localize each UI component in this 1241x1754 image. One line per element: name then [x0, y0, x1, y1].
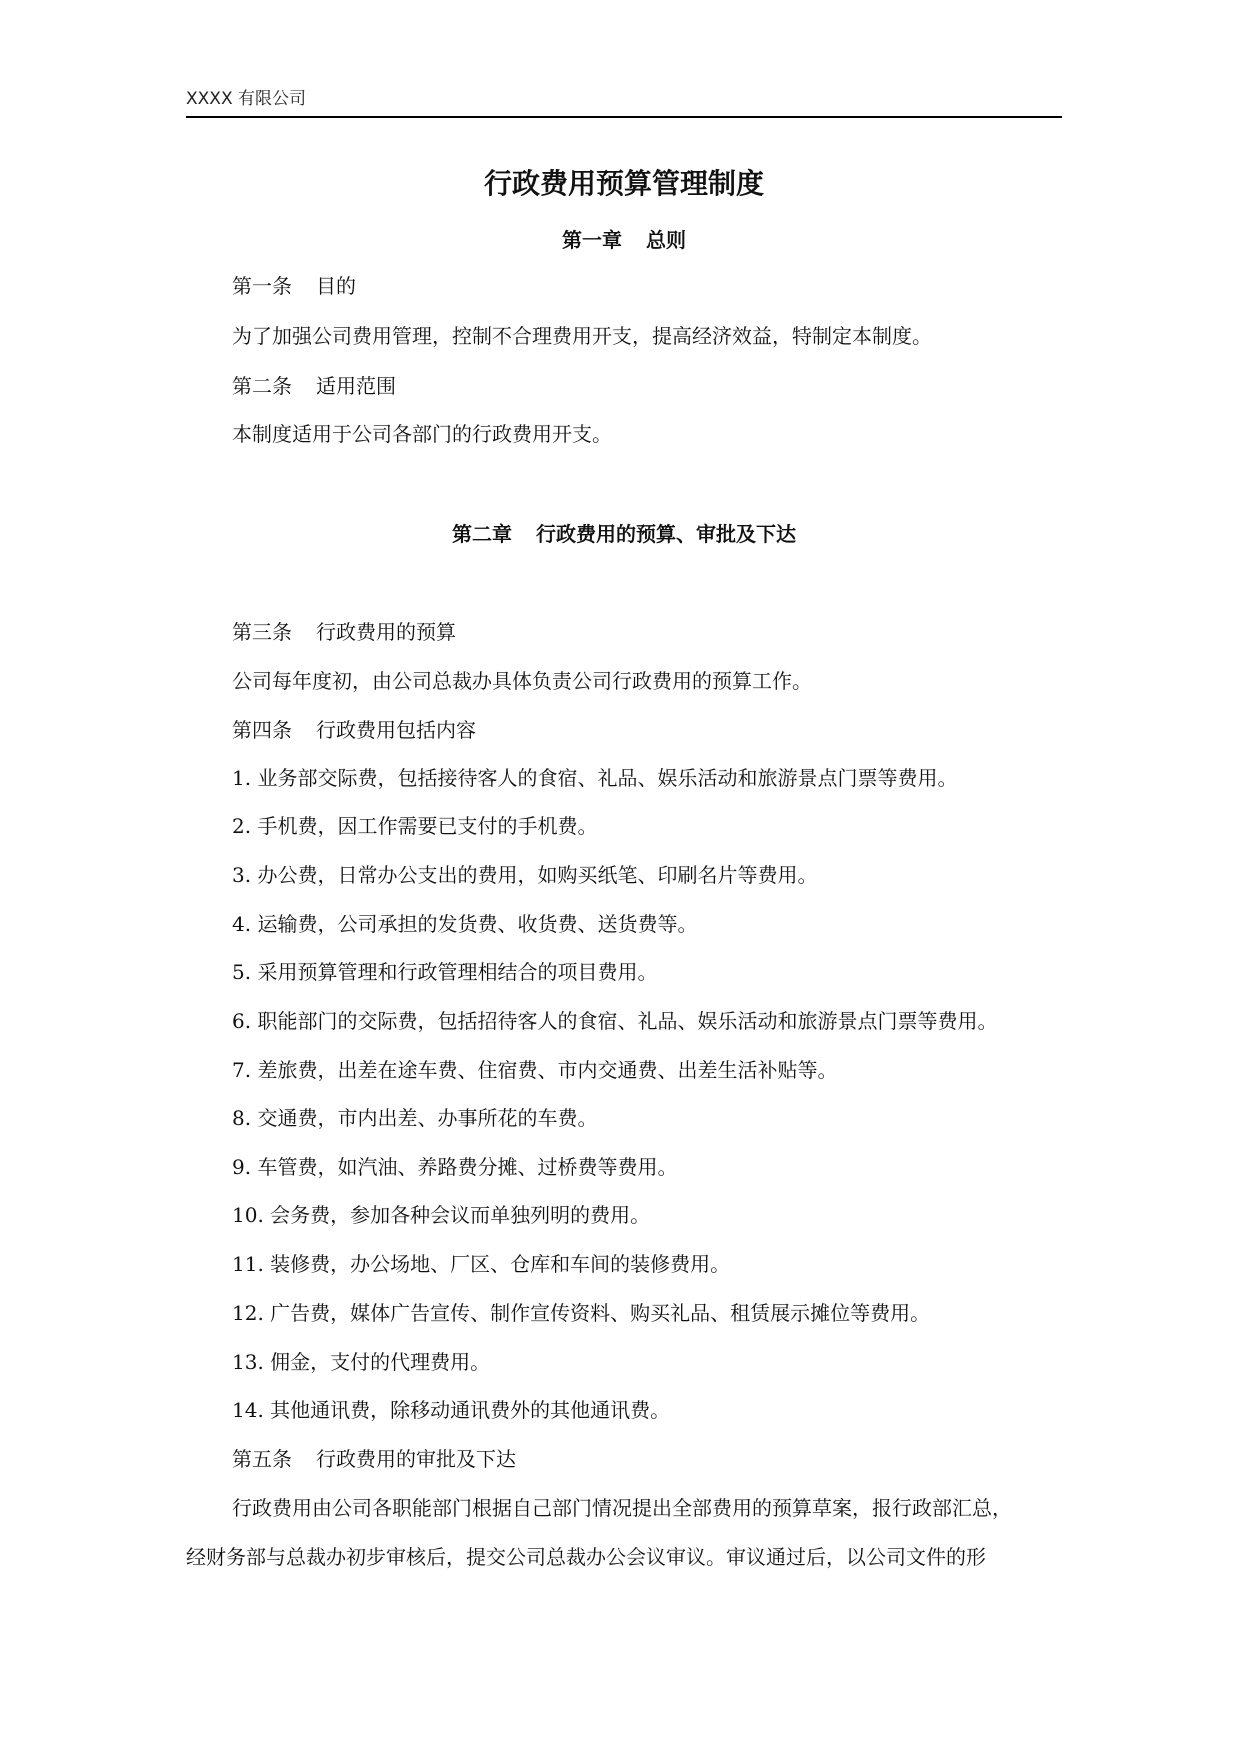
article-1-body: 为了加强公司费用管理，控制不合理费用开支，提高经济效益，特制定本制度。	[232, 324, 932, 348]
list-item-10: 10. 会务费，参加各种会议而单独列明的费用。	[232, 1203, 651, 1227]
list-item-8: 8. 交通费，市内出差、办事所花的车费。	[232, 1106, 598, 1130]
article-2-number: 第二条	[232, 374, 292, 398]
article-2-body: 本制度适用于公司各部门的行政费用开支。	[232, 422, 612, 446]
list-item-7: 7. 差旅费，出差在途车费、住宿费、市内交通费、出差生活补贴等。	[232, 1058, 838, 1082]
chapter-2-name: 行政费用的预算、审批及下达	[536, 522, 796, 546]
article-3-heading	[232, 618, 456, 646]
chapter-2-number: 第二章	[452, 522, 512, 546]
chapter-1-name: 总则	[646, 228, 686, 252]
article-2-heading	[232, 372, 396, 400]
list-item-2: 2. 手机费，因工作需要已支付的手机费。	[232, 814, 598, 838]
article-4-name: 行政费用包括内容	[316, 718, 476, 742]
article-1-number: 第一条	[232, 274, 292, 298]
chapter-1-heading	[186, 226, 1062, 254]
page-header	[186, 88, 1062, 118]
company-name: XXXX 有限公司	[186, 89, 306, 109]
article-4-number: 第四条	[232, 718, 292, 742]
list-item-1: 1. 业务部交际费，包括接待客人的食宿、礼品、娱乐活动和旅游景点门票等费用。	[232, 766, 958, 790]
chapter-2-heading	[186, 520, 1062, 548]
list-item-13: 13. 佣金，支付的代理费用。	[232, 1350, 491, 1374]
article-5-heading	[232, 1445, 516, 1473]
list-item-3: 3. 办公费，日常办公支出的费用，如购买纸笔、印刷名片等费用。	[232, 863, 818, 887]
article-4-heading	[232, 716, 476, 744]
article-3-name: 行政费用的预算	[316, 620, 456, 644]
list-item-9: 9. 车管费，如汽油、养路费分摊、过桥费等费用。	[232, 1155, 678, 1179]
list-item-6: 6. 职能部门的交际费，包括招待客人的食宿、礼品、娱乐活动和旅游景点门票等费用。	[232, 1009, 998, 1033]
article-2-name: 适用范围	[316, 374, 396, 398]
article-1-heading	[232, 272, 356, 300]
list-item-4: 4. 运输费，公司承担的发货费、收货费、送货费等。	[232, 912, 698, 936]
list-item-12: 12. 广告费，媒体广告宣传、制作宣传资料、购买礼品、租赁展示摊位等费用。	[232, 1301, 931, 1325]
article-5-name: 行政费用的审批及下达	[316, 1447, 516, 1471]
list-item-5: 5. 采用预算管理和行政管理相结合的项目费用。	[232, 960, 658, 984]
document-title: 行政费用预算管理制度	[483, 167, 764, 200]
article-5-number: 第五条	[232, 1447, 292, 1471]
article-1-name: 目的	[316, 274, 356, 298]
article-3-number: 第三条	[232, 620, 292, 644]
list-item-14: 14. 其他通讯费，除移动通讯费外的其他通讯费。	[232, 1398, 671, 1422]
article-3-body: 公司每年度初，由公司总裁办具体负责公司行政费用的预算工作。	[232, 669, 812, 693]
article-5-body-line-1: 行政费用由公司各职能部门根据自己部门情况提出全部费用的预算草案，报行政部汇总，	[232, 1496, 1012, 1520]
list-item-11: 11. 装修费，办公场地、厂区、仓库和车间的装修费用。	[232, 1252, 731, 1276]
chapter-1-number: 第一章	[562, 228, 622, 252]
article-5-body-line-2: 经财务部与总裁办初步审核后，提交公司总裁办公会议审议。审议通过后，以公司文件的形	[186, 1545, 986, 1569]
